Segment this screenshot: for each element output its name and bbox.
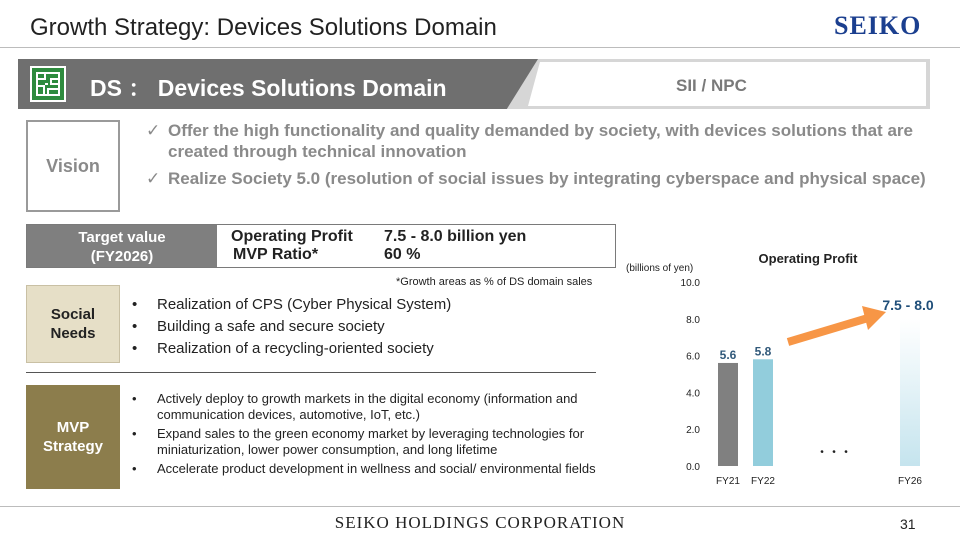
bar-fy26 — [900, 319, 920, 466]
banner-subtitle: SII / NPC — [676, 76, 747, 95]
operating-profit-label: Operating Profit — [231, 228, 353, 245]
bullet-icon: • — [132, 426, 137, 441]
bullet-icon: • — [132, 391, 137, 406]
y-tick-label: 8.0 — [686, 314, 700, 326]
vision-item-text: Realize Society 5.0 (resolution of social issues by integrating cyberspace and physical space) — [168, 169, 926, 188]
social-needs-list — [132, 294, 451, 360]
mvp-label-line2: Strategy — [42, 438, 104, 455]
social-label-line2: Needs — [50, 325, 96, 342]
data-label: 5.8 — [754, 344, 772, 359]
list-item — [132, 391, 612, 423]
data-label: 5.6 — [719, 347, 737, 362]
check-icon: ✓ — [146, 121, 161, 140]
chart-title: Operating Profit — [758, 251, 858, 266]
mvp-strategy-label — [26, 385, 120, 489]
title-divider — [0, 47, 960, 48]
social-label-line1: Social — [50, 306, 96, 323]
social-needs-label — [26, 285, 120, 363]
chart-unit-label: (billions of yen) — [626, 263, 694, 274]
vision-item-text: Offer the high functionality and quality demanded by society, with devices solutions that are created through technical innovation — [168, 121, 913, 161]
social-need-text: Building a safe and secure society — [157, 318, 385, 335]
x-tick-label: FY26 — [898, 476, 922, 487]
list-item — [132, 426, 612, 458]
target-value-label — [27, 225, 217, 267]
bar-fy22 — [753, 359, 773, 466]
mvp-ratio-value: 60 % — [384, 246, 421, 263]
y-tick-label: 2.0 — [686, 425, 700, 437]
mvp-strategy-text: Actively deploy to growth markets in the digital economy (information and communication devices, automotive, IoT, etc.) — [157, 391, 578, 422]
operating-profit-value: 7.5 - 8.0 billion yen — [384, 228, 527, 245]
mvp-ratio-label: MVP Ratio* — [233, 246, 319, 263]
page-title: Growth Strategy: Devices Solutions Domain — [30, 14, 497, 41]
x-tick-label: FY22 — [751, 476, 775, 487]
mvp-strategy-list — [132, 391, 612, 480]
vision-item — [146, 120, 936, 162]
vision-label: Vision — [26, 120, 120, 212]
footer-divider — [0, 506, 960, 507]
check-icon: ✓ — [146, 169, 161, 188]
list-item — [132, 338, 451, 360]
banner-title: DS ： Devices Solutions Domain — [90, 75, 447, 101]
bullet-icon: • — [132, 318, 138, 335]
trend-arrow-shaft — [788, 318, 868, 342]
social-need-text: Realization of a recycling-oriented society — [157, 340, 434, 357]
target-label-line1: Target value — [78, 229, 166, 246]
mvp-strategy-text: Expand sales to the green economy market by leveraging technologies for miniaturization, lower power consumption, and long lifetime — [157, 426, 585, 457]
social-need-text: Realization of CPS (Cyber Physical System) — [157, 296, 452, 313]
list-item — [132, 461, 612, 477]
trend-arrow — [788, 306, 886, 342]
mvp-strategy-text: Accelerate product development in wellness and social/ environmental fields — [157, 461, 596, 476]
y-tick-label: 4.0 — [686, 388, 700, 400]
page-number: 31 — [900, 516, 916, 532]
y-tick-label: 10.0 — [680, 278, 700, 289]
vision-item — [146, 168, 936, 189]
seiko-logo: SEIKO — [834, 11, 922, 40]
section-divider — [26, 372, 596, 373]
operating-profit-chart — [620, 246, 950, 496]
domain-banner — [18, 59, 930, 109]
bullet-icon: • — [132, 461, 137, 476]
bullet-icon: • — [132, 296, 138, 313]
gap-marker: ・・・ — [815, 445, 853, 459]
bullet-icon: • — [132, 340, 138, 357]
company-name: SEIKO HOLDINGS CORPORATION — [334, 513, 626, 532]
list-item — [132, 316, 451, 338]
list-item — [132, 294, 451, 316]
target-value-panel — [26, 224, 616, 268]
target-label-line2: (FY2026) — [90, 248, 154, 265]
x-tick-label: FY21 — [716, 476, 740, 487]
bar-fy21 — [718, 363, 738, 466]
mvp-footnote: *Growth areas as % of DS domain sales — [396, 276, 593, 288]
y-tick-label: 0.0 — [686, 462, 700, 473]
circuit-chip-icon — [30, 66, 66, 102]
mvp-label-line1: MVP — [56, 419, 90, 436]
vision-list — [146, 120, 936, 195]
data-label: 7.5 - 8.0 — [882, 296, 934, 313]
y-tick-label: 6.0 — [686, 351, 700, 363]
